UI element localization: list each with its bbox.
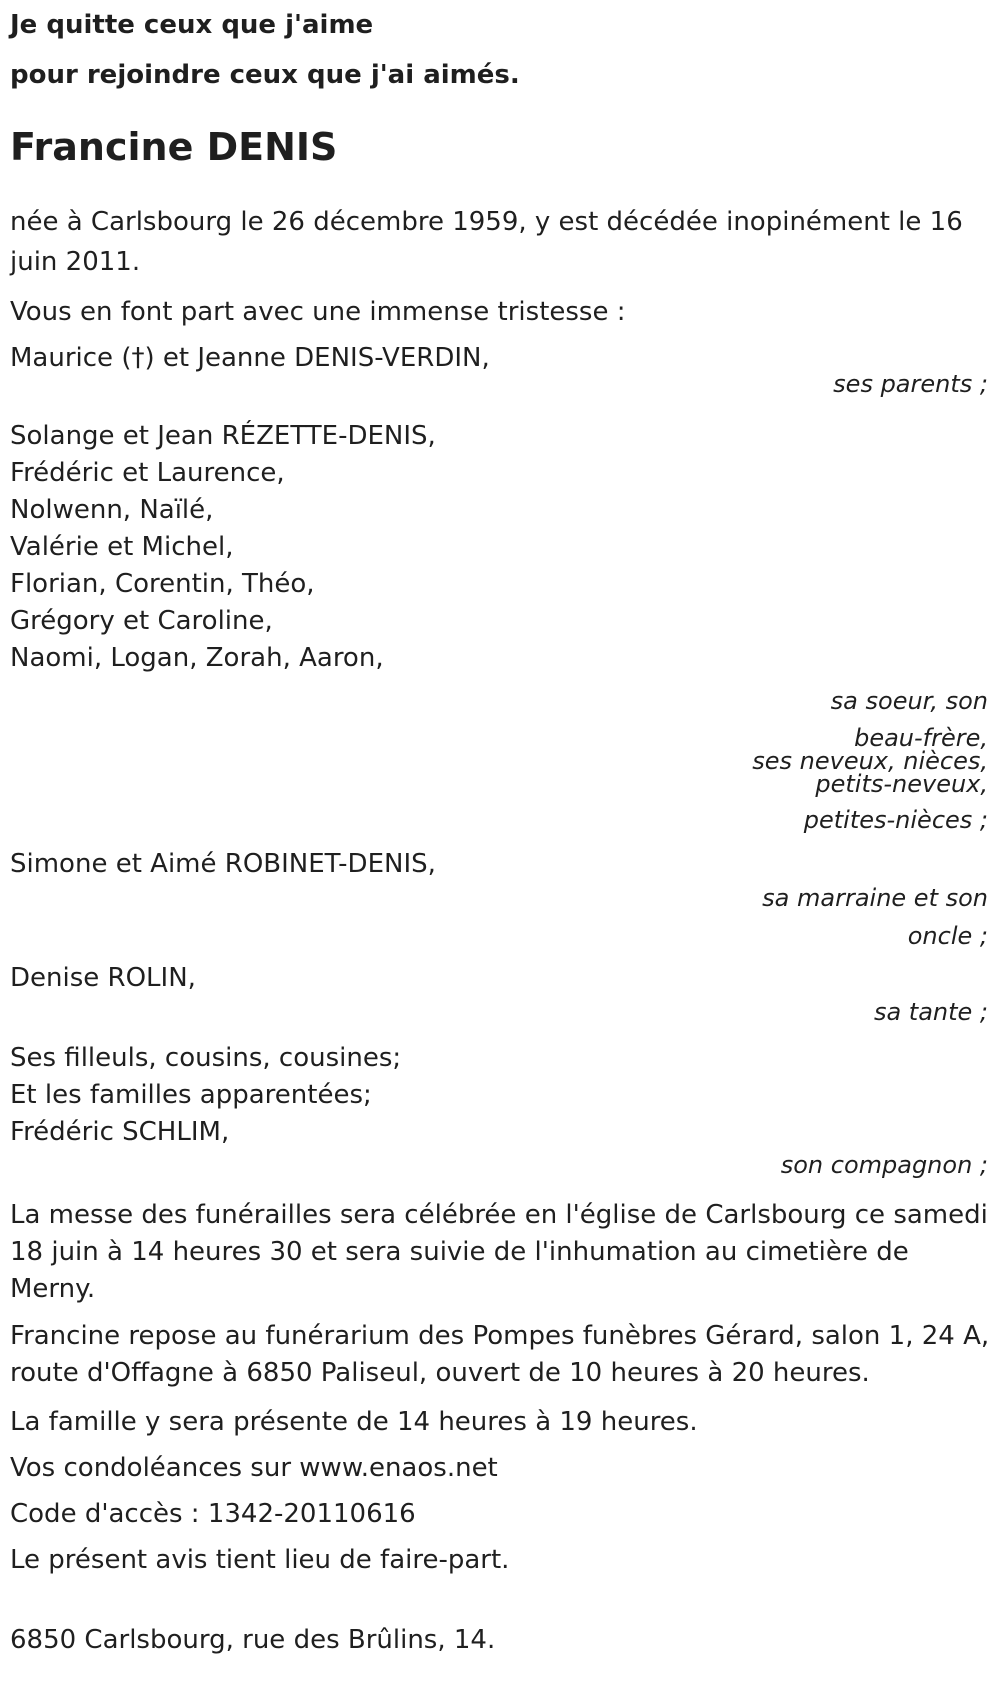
godmother-role-line: sa marraine et son — [762, 884, 988, 912]
siblings-role-line: ses neveux, nièces, — [752, 747, 988, 775]
companion-role: son compagnon ; — [780, 1151, 988, 1179]
others-line: Frédéric SCHLIM, — [10, 1117, 230, 1147]
address-text: 6850 Carlsbourg, rue des Brûlins, 14. — [10, 1625, 496, 1655]
birth-death-text: née à Carlsbourg le 26 décembre 1959, y est décédée inopinément le 16 juin 2011. — [10, 207, 963, 277]
parents-names: Maurice (†) et Jeanne DENIS-VERDIN, — [10, 343, 490, 373]
sibling-line: Valérie et Michel, — [10, 532, 234, 562]
sibling-line: Frédéric et Laurence, — [10, 458, 285, 488]
quote-line-2: pour rejoindre ceux que j'ai aimés. — [10, 60, 520, 90]
aunt-names: Denise ROLIN, — [10, 963, 196, 993]
parents-role: ses parents ; — [833, 370, 988, 398]
quote-line-1: Je quitte ceux que j'aime — [10, 10, 374, 40]
access-code-text: Code d'accès : 1342-20110616 — [10, 1499, 416, 1529]
obituary-notice — [10, 0, 990, 1660]
aunt-block — [10, 958, 990, 1032]
funerarium-text: Francine repose au funérarium des Pompes funèbres Gérard, salon 1, 24 A, route d'Offagne à 6850 Paliseul, ouvert de 10 heures à 20 heures. — [10, 1321, 990, 1388]
others-line: Ses filleuls, cousins, cousines; — [10, 1043, 402, 1073]
siblings-role-line: beau-frère, — [854, 724, 988, 752]
siblings-role-line: petites-nièces ; — [803, 806, 988, 834]
siblings-role-line: sa soeur, son — [830, 687, 988, 715]
parents-block — [10, 338, 990, 404]
aunt-role: sa tante ; — [873, 998, 988, 1026]
sibling-line: Naomi, Logan, Zorah, Aaron, — [10, 643, 384, 673]
godmother-role-line: oncle ; — [907, 922, 988, 950]
siblings-role-line: petits-neveux, — [815, 770, 988, 798]
family-presence-text: La famille y sera présente de 14 heures à 19 heures. — [10, 1407, 698, 1437]
condolences-text: Vos condoléances sur www.enaos.net — [10, 1453, 498, 1483]
godmother-names: Simone et Aimé ROBINET-DENIS, — [10, 849, 436, 879]
funeral-text: La messe des funérailles sera célébrée en l'église de Carlsbourg ce samedi 18 juin à 14 heures 30 et sera suivie de l'inhumation au cimetière de Merny. — [10, 1200, 988, 1304]
others-line: Et les familles apparentées; — [10, 1080, 372, 1110]
sibling-line: Florian, Corentin, Théo, — [10, 569, 315, 599]
announcement-text: Vous en font part avec une immense tristesse : — [10, 297, 626, 327]
sibling-line: Grégory et Caroline, — [10, 606, 273, 636]
others-block — [10, 1040, 990, 1185]
godmother-block — [10, 844, 990, 956]
sibling-line: Solange et Jean RÉZETTE-DENIS, — [10, 421, 436, 451]
siblings-block — [10, 418, 990, 840]
sibling-line: Nolwenn, Naïlé, — [10, 495, 214, 525]
deceased-name: Francine DENIS — [10, 125, 338, 169]
notice-text: Le présent avis tient lieu de faire-part. — [10, 1545, 510, 1575]
